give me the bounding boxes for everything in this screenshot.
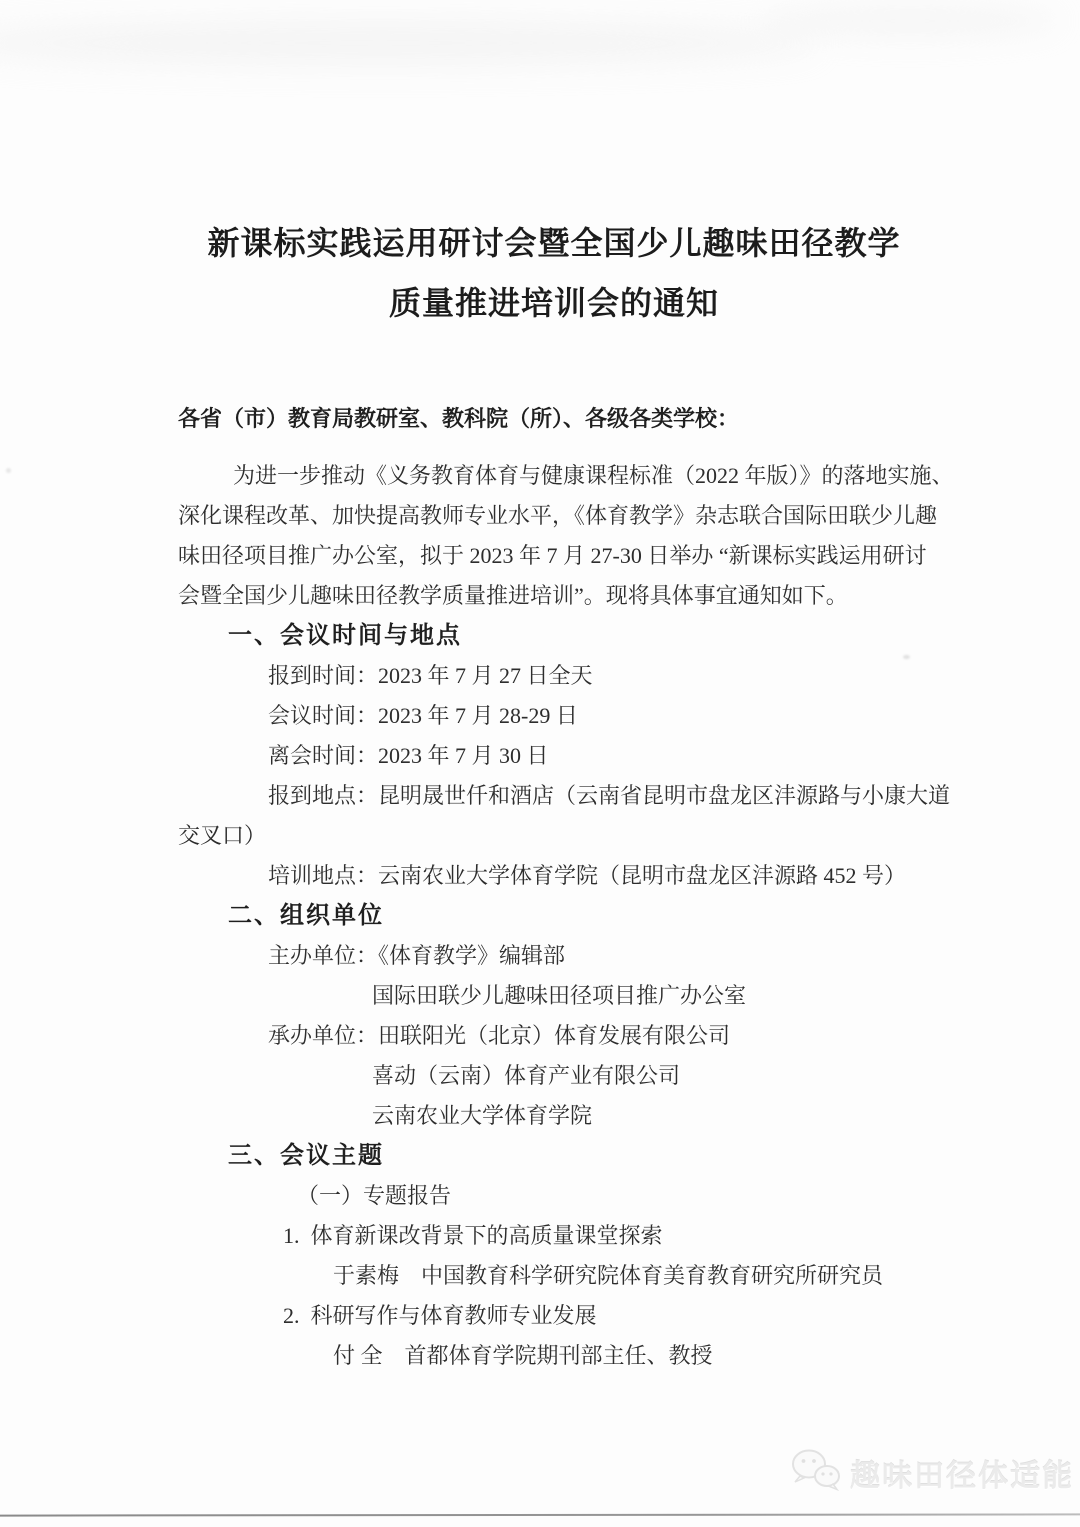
paragraph-line: 味田径项目推广办公室，拟于 2023 年 7 月 27-30 日举办 “新课标实践运用研讨 <box>178 543 927 568</box>
watermark <box>790 1448 1074 1497</box>
salutation-line: 各省（市）教育局教研室、教科院（所）、各级各类学校： <box>178 406 740 431</box>
detail-line-organizer-3: 云南农业大学体育学院 <box>372 1103 593 1128</box>
detail-line-continuation: 交叉口） <box>178 823 267 848</box>
speaker-line-2: 付 全 首都体育学院期刊部主任、教授 <box>333 1343 713 1368</box>
section-heading-2: 二、组织单位 <box>228 902 384 929</box>
detail-line-meeting-time: 会议时间：2023 年 7 月 28-29 日 <box>268 703 578 728</box>
subsection-heading: （一）专题报告 <box>297 1183 452 1208</box>
detail-line-organizer-2: 喜动（云南）体育产业有限公司 <box>372 1063 681 1088</box>
detail-line-departure-time: 离会时间：2023 年 7 月 30 日 <box>268 743 549 768</box>
paragraph-line: 会暨全国少儿趣味田径教学质量推进培训”。现将具体事宜通知如下。 <box>178 583 848 608</box>
notice-title-line-1: 新课标实践运用研讨会暨全国少儿趣味田径教学 <box>207 225 901 261</box>
list-item-2: 2. 科研写作与体育教师专业发展 <box>283 1303 597 1328</box>
paragraph-line: 为进一步推动《义务教育体育与健康课程标准（2022 年版）》的落地实施、 <box>233 463 954 488</box>
detail-line-organizer: 承办单位：田联阳光（北京）体育发展有限公司 <box>268 1023 731 1048</box>
detail-line-checkin-time: 报到时间：2023 年 7 月 27 日全天 <box>268 663 593 688</box>
list-item-1: 1. 体育新课改背景下的高质量课堂探索 <box>283 1223 663 1248</box>
wechat-logo-icon <box>790 1448 842 1497</box>
speaker-line-1: 于素梅 中国教育科学研究院体育美育教育研究所研究员 <box>333 1263 884 1288</box>
notice-title <box>178 213 930 333</box>
detail-line-checkin-place: 报到地点：昆明晟世仟和酒店（云南省昆明市盘龙区沣源路与小康大道 <box>268 783 951 808</box>
page-bottom-edge-line <box>0 1513 1080 1516</box>
scan-smudge <box>0 22 820 64</box>
detail-line-host-unit: 主办单位：《体育教学》编辑部 <box>268 943 566 968</box>
detail-line-training-place: 培训地点：云南农业大学体育学院（昆明市盘龙区沣源路 452 号） <box>268 863 907 888</box>
section-heading-1: 一、会议时间与地点 <box>228 622 462 649</box>
detail-line-host-unit-2: 国际田联少儿趣味田径项目推广办公室 <box>372 983 747 1008</box>
notice-body <box>178 399 978 1376</box>
watermark-text: 趣味田径体适能 <box>850 1459 1074 1493</box>
scan-speck <box>6 468 11 473</box>
notice-title-line-2: 质量推进培训会的通知 <box>388 285 719 321</box>
section-heading-3: 三、会议主题 <box>228 1142 384 1169</box>
scan-smudge <box>760 4 1060 38</box>
paragraph-line: 深化课程改革、加快提高教师专业水平，《体育教学》杂志联合国际田联少儿趣 <box>178 503 938 528</box>
